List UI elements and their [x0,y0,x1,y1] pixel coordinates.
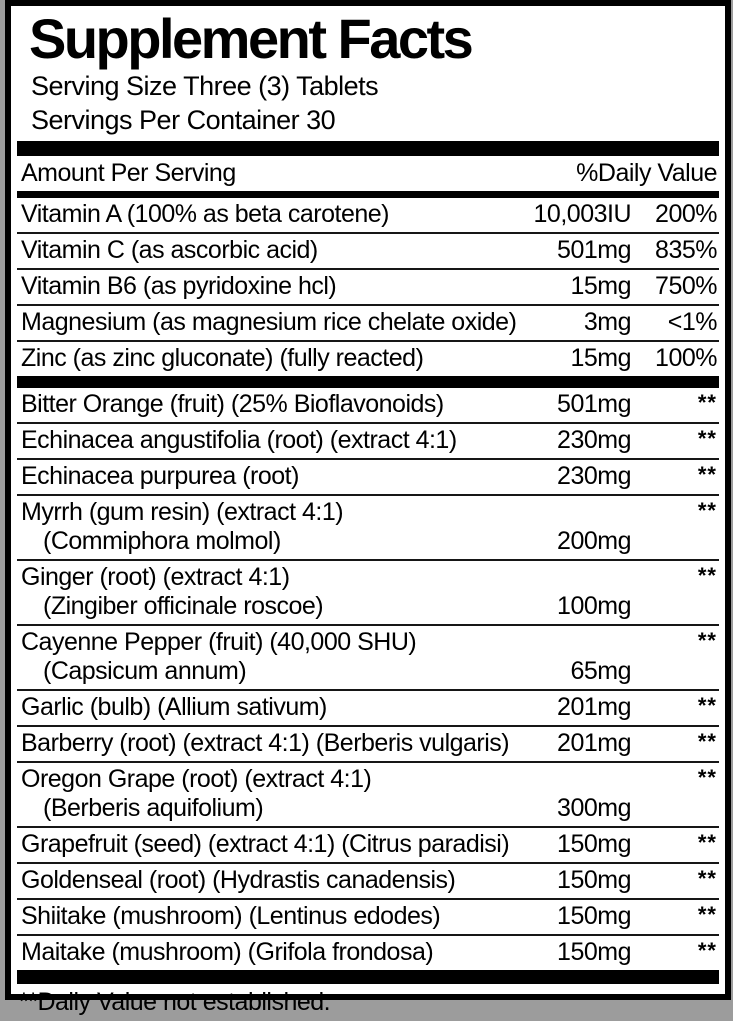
ingredient-daily-value: ** [697,628,717,654]
ingredient-amount: 300mg [557,794,631,823]
ingredient-name: Goldenseal (root) (Hydrastis canadensis) [21,866,456,895]
thick-divider-top [17,141,719,156]
ingredient-row [17,727,719,763]
thick-divider-bottom [17,970,719,984]
ingredient-daily-value: ** [697,563,717,589]
daily-value-footnote: **Daily Value not established. [19,988,331,1017]
ingredient-amount: 501mg [557,236,631,265]
ingredient-daily-value: ** [697,830,717,856]
thick-divider-middle [17,376,719,388]
ingredient-amount: 150mg [557,830,631,859]
ingredient-amount: 201mg [557,693,631,722]
vitamin-row [17,306,719,342]
ingredient-amount: 150mg [557,938,631,967]
ingredient-amount: 150mg [557,902,631,931]
ingredient-amount: 100mg [557,592,631,621]
ingredient-name-line2: (Capsicum annum) [43,657,247,686]
ingredient-daily-value: ** [697,462,717,488]
ingredient-name [17,628,523,686]
ingredient-name: Echinacea purpurea (root) [21,462,299,491]
ingredient-name: Shiitake (mushroom) (Lentinus edodes) [21,902,441,931]
ingredient-daily-value: ** [697,693,717,719]
ingredient-row [17,424,719,460]
ingredient-name: Vitamin A (100% as beta carotene) [21,200,389,229]
ingredient-amount: 15mg [570,344,631,373]
vitamin-row [17,234,719,270]
panel-title: Supplement Facts [29,7,472,70]
ingredient-daily-value: ** [697,498,717,524]
serving-size: Serving Size Three (3) Tablets [31,71,379,102]
vitamin-section [17,198,719,376]
ingredient-name-line1: Oregon Grape (root) (extract 4:1) [21,765,372,794]
column-header-row [17,156,719,191]
ingredient-daily-value: ** [697,938,717,964]
ingredient-row [17,496,719,561]
ingredient-amount: 150mg [557,866,631,895]
supplement-facts-panel [5,0,731,1017]
ingredient-amount: 15mg [570,272,631,301]
ingredient-name: Vitamin B6 (as pyridoxine hcl) [21,272,337,301]
ingredient-daily-value: 750% [655,272,717,301]
divider-below-header [17,191,719,198]
ingredient-name-line1: Cayenne Pepper (fruit) (40,000 SHU) [21,628,417,657]
ingredient-row [17,388,719,424]
ingredient-row [17,691,719,727]
ingredient-daily-value: ** [697,902,717,928]
ingredient-row [17,561,719,626]
ingredient-daily-value: <1% [667,308,717,337]
ingredient-row [17,828,719,864]
ingredient-amount: 230mg [557,426,631,455]
ingredient-daily-value: 100% [655,344,717,373]
ingredient-name: Grapefruit (seed) (extract 4:1) (Citrus paradisi) [21,830,510,859]
serving-info [17,69,719,141]
ingredient-daily-value: ** [697,390,717,416]
ingredient-name: Echinacea angustifolia (root) (extract 4:1) [21,426,457,455]
ingredient-daily-value: ** [697,765,717,791]
amount-per-serving-header: Amount Per Serving [21,159,236,188]
servings-per-container: Servings Per Container 30 [31,105,336,136]
vitamin-row [17,342,719,376]
ingredient-name [17,563,523,621]
vitamin-row [17,270,719,306]
ingredient-name: Magnesium (as magnesium rice chelate oxide) [21,308,517,337]
ingredient-name: Vitamin C (as ascorbic acid) [21,236,318,265]
ingredient-name-line2: (Commiphora molmol) [43,527,281,556]
ingredient-name-line2: (Berberis aquifolium) [43,794,264,823]
ingredient-name: Garlic (bulb) (Allium sativum) [21,693,327,722]
ingredient-name [17,765,523,823]
ingredient-row [17,763,719,828]
ingredient-row [17,864,719,900]
ingredient-amount: 65mg [570,657,631,686]
ingredient-amount: 3mg [583,308,631,337]
ingredient-name: Maitake (mushroom) (Grifola frondosa) [21,938,434,967]
ingredient-amount: 10,003IU [533,200,631,229]
ingredient-daily-value: ** [697,729,717,755]
ingredient-row [17,936,719,970]
vitamin-row [17,198,719,234]
ingredient-amount: 230mg [557,462,631,491]
ingredient-name-line1: Myrrh (gum resin) (extract 4:1) [21,498,344,527]
ingredient-row [17,626,719,691]
ingredient-daily-value: 835% [655,236,717,265]
ingredient-name: Barberry (root) (extract 4:1) (Berberis vulgaris) [21,729,510,758]
ingredient-daily-value: ** [697,866,717,892]
ingredient-daily-value: ** [697,426,717,452]
botanical-section [17,388,719,970]
ingredient-row [17,460,719,496]
ingredient-name-line2: (Zingiber officinale roscoe) [43,592,324,621]
ingredient-amount: 200mg [557,527,631,556]
ingredient-amount: 201mg [557,729,631,758]
ingredient-name: Zinc (as zinc gluconate) (fully reacted) [21,344,424,373]
daily-value-header: %Daily Value [576,159,717,188]
ingredient-row [17,900,719,936]
ingredient-name-line1: Ginger (root) (extract 4:1) [21,563,290,592]
ingredient-daily-value: 200% [655,200,717,229]
ingredient-name: Bitter Orange (fruit) (25% Bioflavonoids) [21,390,444,419]
ingredient-name [17,498,523,556]
ingredient-amount: 501mg [557,390,631,419]
